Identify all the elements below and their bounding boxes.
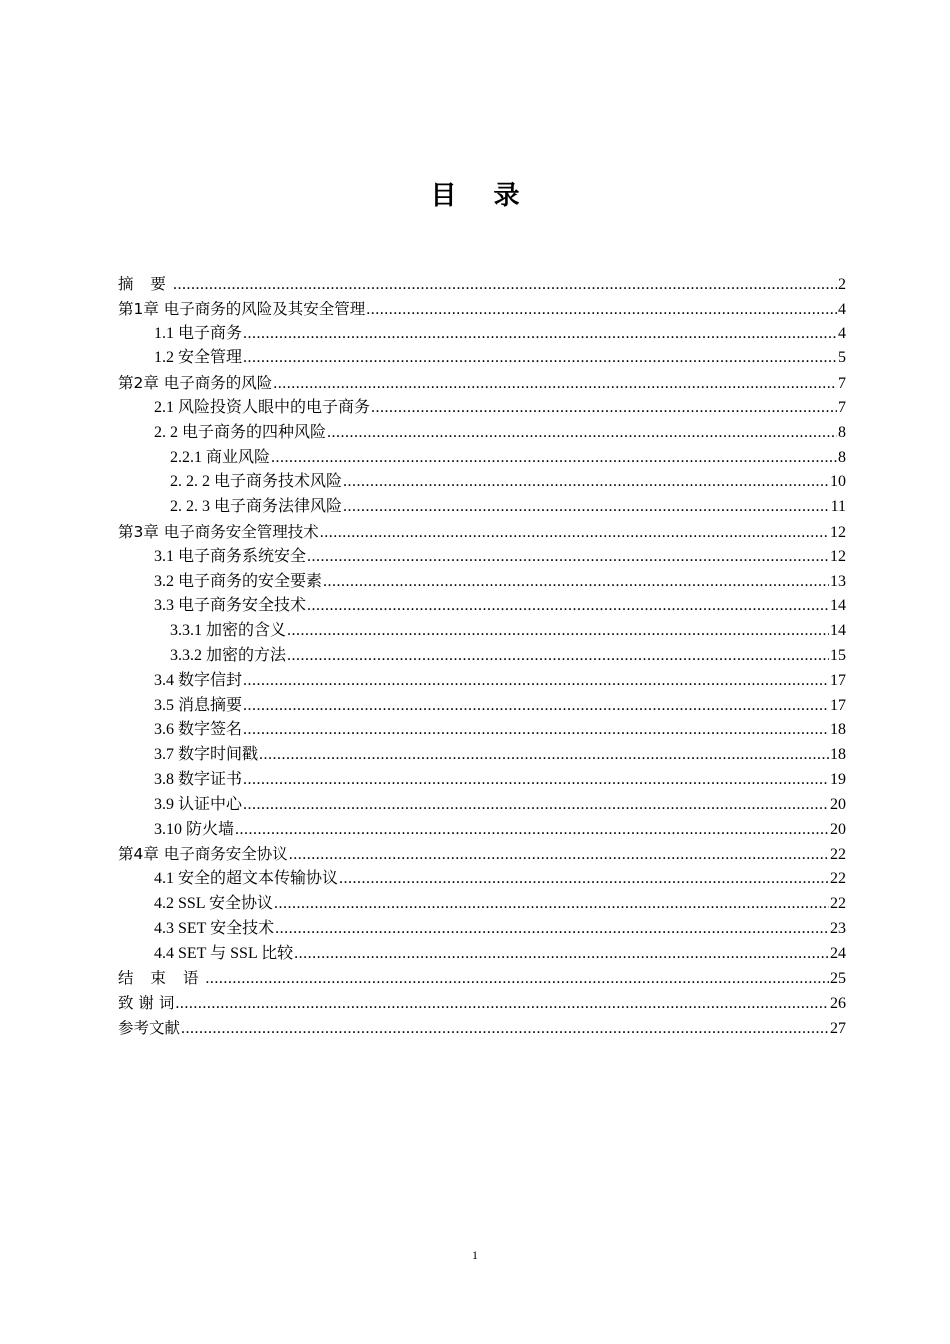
toc-entry[interactable] bbox=[118, 446, 846, 471]
toc-entry-page: 22 bbox=[830, 870, 846, 888]
toc-entry-page: 14 bbox=[830, 622, 846, 640]
toc-entry-page: 22 bbox=[830, 894, 846, 912]
toc-entry-page: 26 bbox=[830, 995, 846, 1013]
toc-entry-label: 3.8 数字证书 bbox=[154, 770, 243, 788]
toc-entry[interactable] bbox=[118, 1016, 846, 1041]
toc-entry-label: 3.10 防火墙 bbox=[154, 820, 235, 838]
toc-entry[interactable] bbox=[118, 743, 846, 768]
dot-leader bbox=[243, 718, 829, 743]
toc-entry-page: 15 bbox=[830, 646, 846, 664]
dot-leader bbox=[343, 495, 830, 520]
toc-entry[interactable] bbox=[118, 594, 846, 619]
dot-leader bbox=[205, 967, 829, 992]
dot-leader bbox=[343, 470, 829, 495]
dot-leader bbox=[273, 372, 837, 397]
toc-entry[interactable] bbox=[118, 842, 846, 867]
toc-entry-label: 参考文献 bbox=[118, 1018, 181, 1037]
toc-entry-label: 第2章 电子商务的风险 bbox=[118, 374, 273, 393]
toc-entry[interactable] bbox=[118, 768, 846, 793]
toc-entry[interactable] bbox=[118, 520, 846, 545]
toc-entry-label: 致 谢 词 bbox=[118, 994, 175, 1013]
dot-leader bbox=[243, 793, 829, 818]
toc-entry-label: 1.2 安全管理 bbox=[154, 349, 243, 367]
page-number: 1 bbox=[472, 1248, 478, 1262]
toc-entry-label: 结 束 语 bbox=[118, 969, 205, 988]
toc-entry-label: 2. 2 电子商务的四种风险 bbox=[154, 423, 327, 441]
toc-entry-label: 2.2.1 商业风险 bbox=[170, 448, 271, 466]
toc-entry-page: 7 bbox=[838, 375, 846, 393]
toc-entry[interactable] bbox=[118, 421, 846, 446]
dot-leader bbox=[243, 322, 837, 347]
toc-entry[interactable] bbox=[118, 966, 846, 991]
toc-entry-page: 12 bbox=[830, 523, 846, 541]
toc-entry-label: 3.2 电子商务的安全要素 bbox=[154, 572, 323, 590]
toc-entry-label: 3.3.2 加密的方法 bbox=[170, 646, 287, 664]
toc-entry-page: 8 bbox=[838, 448, 846, 466]
toc-entry-label: 3.5 消息摘要 bbox=[154, 696, 243, 714]
toc-entry[interactable] bbox=[118, 669, 846, 694]
toc-entry-page: 23 bbox=[830, 919, 846, 937]
toc-entry[interactable] bbox=[118, 694, 846, 719]
toc-entry-page: 4 bbox=[838, 324, 846, 342]
toc-entry[interactable] bbox=[118, 892, 846, 917]
toc-entry[interactable] bbox=[118, 867, 846, 892]
dot-leader bbox=[243, 694, 829, 719]
toc-entry-label: 摘 要 bbox=[118, 275, 172, 293]
toc-entry[interactable] bbox=[118, 346, 846, 371]
dot-leader bbox=[289, 843, 829, 868]
toc-entry-page: 13 bbox=[830, 572, 846, 590]
toc-entry-label: 第4章 电子商务安全协议 bbox=[118, 845, 288, 864]
toc-entry[interactable] bbox=[118, 818, 846, 843]
toc-entry-page: 4 bbox=[838, 300, 846, 318]
dot-leader bbox=[259, 743, 829, 768]
toc-entry-label: 3.9 认证中心 bbox=[154, 795, 243, 813]
toc-entry-page: 20 bbox=[830, 795, 846, 813]
toc-entry[interactable] bbox=[118, 371, 846, 396]
toc-entry-page: 19 bbox=[830, 770, 846, 788]
toc-entry-page: 27 bbox=[830, 1019, 846, 1037]
dot-leader bbox=[320, 521, 829, 546]
toc-entry-label: 第1章 电子商务的风险及其安全管理 bbox=[118, 299, 366, 318]
dot-leader bbox=[307, 545, 829, 570]
dot-leader bbox=[323, 570, 829, 595]
toc-entry-label: 3.6 数字签名 bbox=[154, 721, 243, 739]
toc-entry-page: 10 bbox=[830, 473, 846, 491]
toc-entry-page: 7 bbox=[838, 398, 846, 416]
toc-entry-page: 25 bbox=[830, 970, 846, 988]
toc-entry[interactable] bbox=[118, 793, 846, 818]
toc-entry[interactable] bbox=[118, 619, 846, 644]
page-title: 目 录 bbox=[430, 181, 534, 211]
toc-entry[interactable] bbox=[118, 718, 846, 743]
dot-leader bbox=[339, 867, 829, 892]
dot-leader bbox=[294, 942, 829, 967]
toc-entry-page: 11 bbox=[830, 498, 846, 516]
toc-entry-label: 2. 2. 2 电子商务技术风险 bbox=[170, 473, 343, 491]
toc-entry-label: 4.2 SSL 安全协议 bbox=[154, 894, 273, 912]
toc-entry[interactable] bbox=[118, 297, 846, 322]
toc-entry[interactable] bbox=[118, 272, 846, 297]
dot-leader bbox=[327, 421, 837, 446]
dot-leader bbox=[243, 768, 829, 793]
toc-entry-page: 22 bbox=[830, 846, 846, 864]
toc-entry-label: 4.4 SET 与 SSL 比较 bbox=[154, 944, 294, 962]
dot-leader bbox=[307, 594, 829, 619]
toc-entry-label: 2.1 风险投资人眼中的电子商务 bbox=[154, 398, 371, 416]
toc-entry[interactable] bbox=[118, 917, 846, 942]
toc-entry-label: 1.1 电子商务 bbox=[154, 324, 243, 342]
dot-leader bbox=[243, 346, 837, 371]
toc-entry[interactable] bbox=[118, 991, 846, 1016]
toc-entry-page: 12 bbox=[830, 547, 846, 565]
toc-entry-label: 3.1 电子商务系统安全 bbox=[154, 547, 307, 565]
toc-entry[interactable] bbox=[118, 545, 846, 570]
dot-leader bbox=[181, 1017, 829, 1042]
dot-leader bbox=[287, 619, 829, 644]
dot-leader bbox=[371, 396, 837, 421]
dot-leader bbox=[275, 917, 829, 942]
dot-leader bbox=[271, 446, 837, 471]
toc-entry[interactable] bbox=[118, 495, 846, 520]
toc-entry-label: 2. 2. 3 电子商务法律风险 bbox=[170, 498, 343, 516]
toc-entry[interactable] bbox=[118, 942, 846, 967]
toc-entry-page: 2 bbox=[838, 276, 846, 293]
toc-entry[interactable] bbox=[118, 570, 846, 595]
toc-entry[interactable] bbox=[118, 396, 846, 421]
toc-entry-page: 18 bbox=[830, 721, 846, 739]
toc-entry-page: 14 bbox=[830, 597, 846, 615]
toc-entry-label: 3.4 数字信封 bbox=[154, 671, 243, 689]
toc-entry-label: 3.3 电子商务安全技术 bbox=[154, 597, 307, 615]
toc-entry[interactable] bbox=[118, 470, 846, 495]
dot-leader bbox=[274, 892, 829, 917]
toc-entry-page: 17 bbox=[830, 671, 846, 689]
toc-entry-page: 8 bbox=[838, 423, 846, 441]
toc-entry-label: 4.1 安全的超文本传输协议 bbox=[154, 870, 339, 888]
toc-entry[interactable] bbox=[118, 322, 846, 347]
toc-entry-page: 5 bbox=[838, 349, 846, 367]
dot-leader bbox=[287, 644, 829, 669]
toc-entry-page: 24 bbox=[830, 944, 846, 962]
toc-entry-label: 3.3.1 加密的含义 bbox=[170, 622, 287, 640]
dot-leader bbox=[366, 298, 837, 323]
dot-leader bbox=[173, 273, 837, 298]
dot-leader bbox=[175, 992, 829, 1017]
toc-entry-label: 3.7 数字时间戳 bbox=[154, 746, 259, 764]
table-of-contents bbox=[118, 272, 846, 1041]
toc-entry[interactable] bbox=[118, 644, 846, 669]
toc-entry-label: 4.3 SET 安全技术 bbox=[154, 919, 275, 937]
dot-leader bbox=[235, 818, 829, 843]
toc-entry-label: 第3章 电子商务安全管理技术 bbox=[118, 522, 319, 541]
dot-leader bbox=[243, 669, 829, 694]
toc-entry-page: 18 bbox=[830, 746, 846, 764]
toc-entry-page: 17 bbox=[830, 696, 846, 714]
toc-entry-page: 20 bbox=[830, 820, 846, 838]
